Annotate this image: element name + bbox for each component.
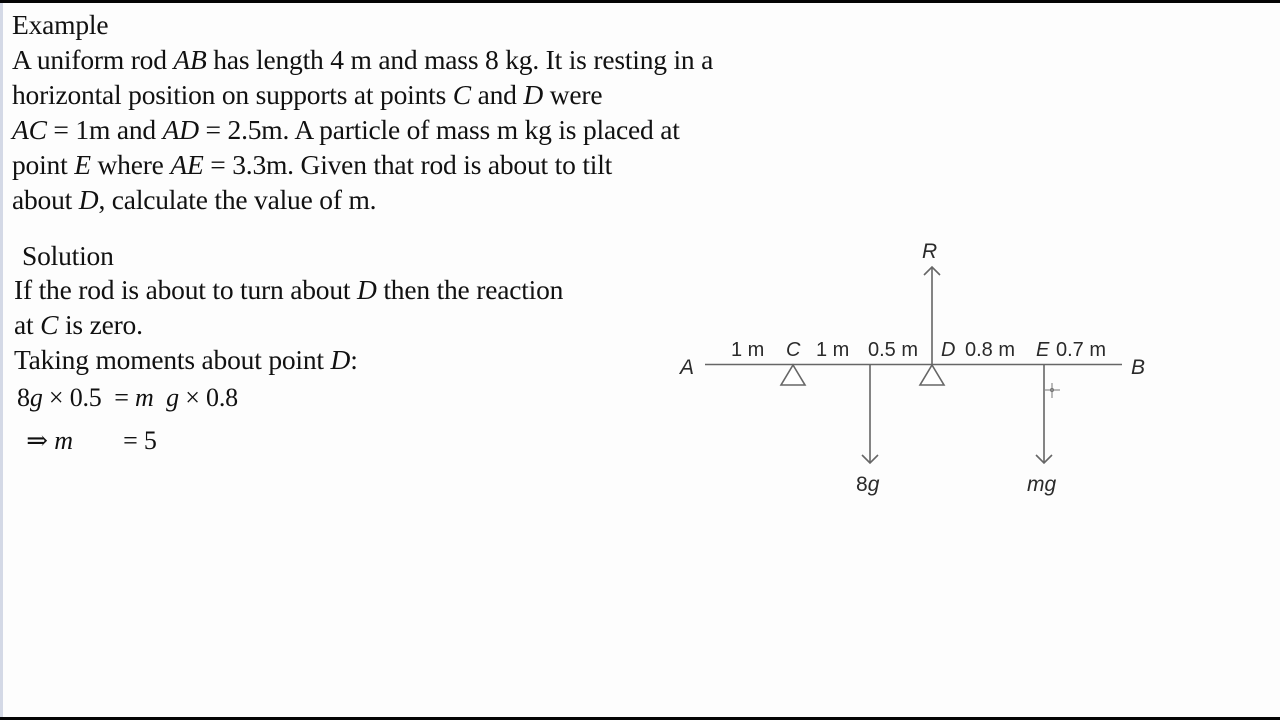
example-line-4: point E where AE = 3.3m. Given that rod is about to tilt: [12, 149, 613, 180]
end-label-a: A: [680, 356, 695, 379]
example-line-5: about D, calculate the value of m.: [12, 184, 377, 215]
end-label-b: B: [1131, 356, 1146, 379]
support-c-triangle: [781, 365, 805, 385]
reaction-arrowhead-icon: [924, 267, 940, 275]
example-line-1: A uniform rod AB has length 4 m and mass 8 kg. It is resting in a: [12, 44, 714, 75]
example-line-2: horizontal position on supports at points C and D were: [12, 79, 603, 110]
result-equation: ⇒ m = 5: [20, 426, 157, 455]
moment-equation: 8g × 0.5 = m g × 0.8: [17, 383, 238, 412]
solution-line-1: If the rod is about to turn about D then the reaction: [14, 274, 564, 305]
segment-label-ac: 1 m: [731, 339, 765, 361]
segment-label-de: 0.8 m: [965, 339, 1016, 361]
segment-label-eb: 0.7 m: [1056, 339, 1107, 361]
solution-heading: Solution: [22, 240, 114, 271]
force-label-mg: mg: [1027, 473, 1057, 496]
segment-label-c-mid: 1 m: [816, 339, 850, 361]
top-black-bar: [0, 0, 1280, 3]
rod-weight-arrowhead-icon: [862, 455, 878, 463]
example-line-3: AC = 1m and AD = 2.5m. A particle of mass m kg is placed at: [12, 114, 680, 145]
example-heading: Example: [12, 9, 109, 40]
point-label-d: D: [941, 339, 956, 361]
solution-line-3: Taking moments about point D:: [14, 344, 358, 375]
cursor-crosshair-icon: [1045, 383, 1060, 398]
support-d-triangle: [920, 365, 944, 385]
point-label-e: E: [1036, 339, 1050, 361]
point-label-c: C: [786, 339, 801, 361]
force-label-r: R: [922, 240, 938, 263]
particle-weight-arrowhead-icon: [1036, 455, 1052, 463]
left-border-strip: [0, 3, 3, 717]
solution-line-2: at C is zero.: [14, 309, 143, 340]
segment-label-mid-d: 0.5 m: [868, 339, 919, 361]
force-label-8g: 8g: [856, 473, 880, 496]
